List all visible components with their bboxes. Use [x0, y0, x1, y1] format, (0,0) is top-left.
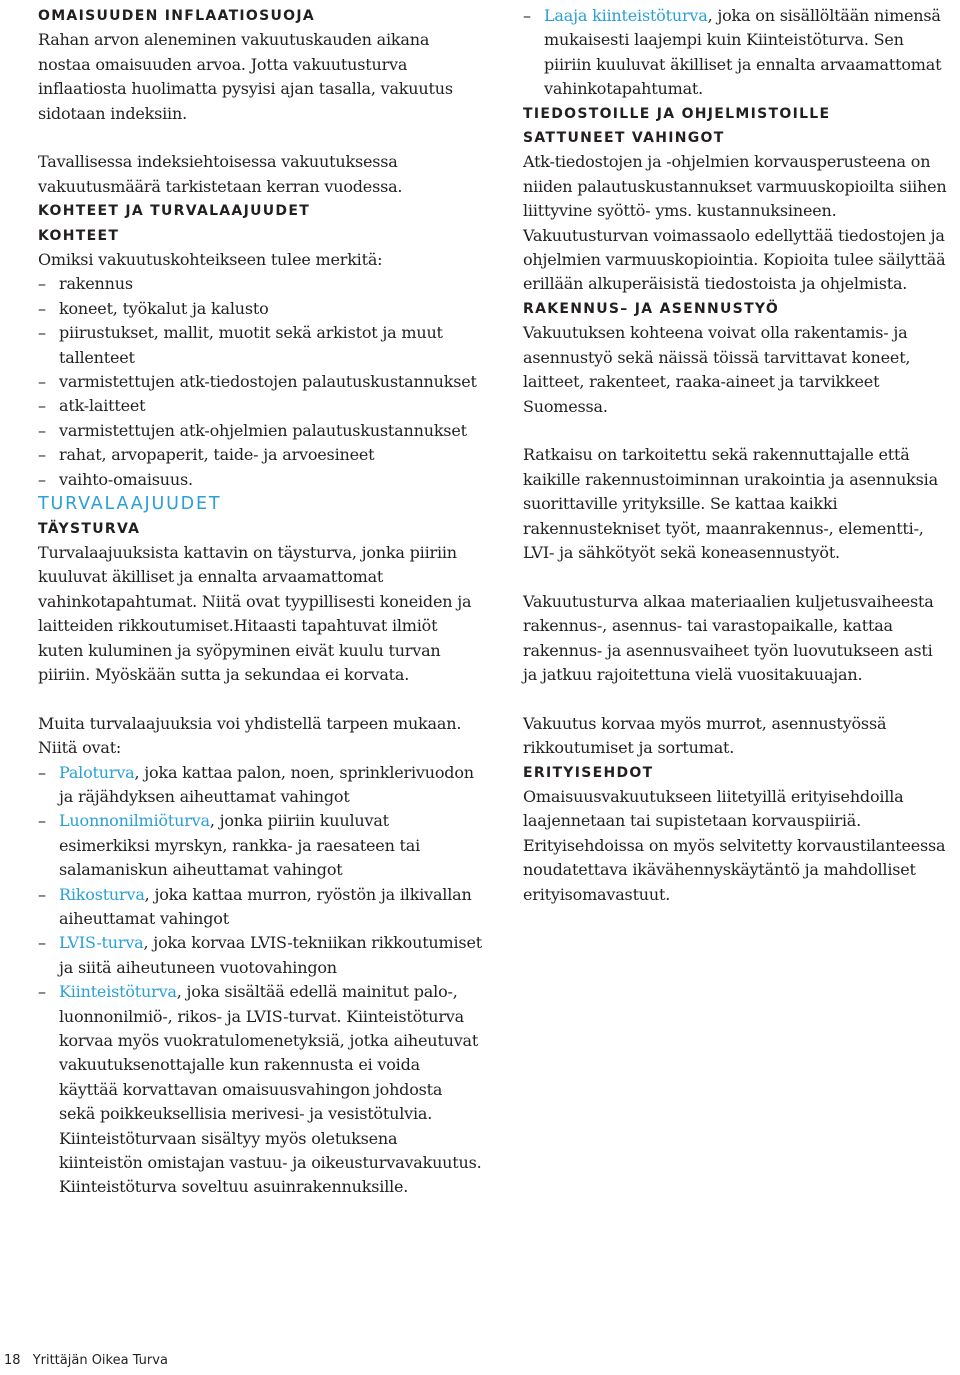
- list-item: [38, 931, 483, 980]
- kiinteistoturva-term: Kiinteistöturva: [59, 982, 177, 1002]
- rakennus-heading: RAKENNUS– JA ASENNUSTYÖ: [523, 300, 780, 317]
- rakennus-paragraph-3: Vakuutusturva alkaa materiaalien kuljetusvaiheesta rakennus-, asennus- tai varastopaikalle, kattaa rakennus- ja asennusvaiheet työn luovutukseen asti ja jatkuu rajoitettuna vielä vuositakuuajan.: [523, 591, 934, 684]
- kohteet-intro: Omiksi vakuutuskohteikseen tulee merkitä:: [38, 250, 383, 270]
- inflation-heading: OMAISUUDEN INFLAATIOSUOJA: [38, 8, 316, 24]
- tiedostot-heading-line-1: TIEDOSTOILLE JA OHJELMISTOILLE: [523, 105, 831, 122]
- rikosturva-term: Rikosturva: [59, 884, 145, 904]
- rikosturva-text: , joka kattaa murron, ryöstön ja ilkivallan aiheuttamat vahingot: [59, 884, 472, 928]
- list-item: [38, 980, 483, 1200]
- erityisehdot-heading: ERITYISEHDOT: [523, 764, 654, 781]
- tiedostot-paragraph: Atk-tiedostojen ja -ohjelmien korvausperusteena on niiden palautuskustannukset varmuuskopioilta siihen liittyvine syöttö- yms. kustannuksineen. Vakuutusturvan voimassaolo edellyttää tiedostojen ja ohjelmien varmuuskopiointia. Kopioita tulee säilyttää erillään alkuperäisistä tiedostoista ja ohjelmista.: [523, 152, 947, 294]
- page-footer: [4, 1351, 168, 1371]
- list-item: [38, 883, 483, 932]
- inflation-paragraph-2: Tavallisessa indeksiehtoisessa vakuutuksessa vakuutusmäärä tarkistetaan kerran vuodessa.: [38, 152, 403, 196]
- list-item: [523, 4, 948, 102]
- inflation-paragraph-1: Rahan arvon aleneminen vakuutuskauden aikana nostaa omaisuuden arvoa. Jotta vakuutusturva inflaatiosta huolimatta pysyisi ajan tasalla, vakuutus sidotaan indeksiin.: [38, 30, 453, 123]
- paloturva-text: , joka kattaa palon, noen, sprinklerivuodon ja räjähdyksen aiheuttamat vahingot: [59, 762, 474, 806]
- luonnonilmioturva-term: Luonnonilmiöturva: [59, 811, 210, 831]
- list-item: [38, 809, 483, 882]
- laaja-kiinteistoturva-list: [523, 4, 948, 102]
- rakennus-paragraph-2: Ratkaisu on tarkoitettu sekä rakennuttajalle että kaikille rakennustoiminnan urakointia ja asennuksia suorittaville yrityksille. Se kattaa kaikki rakennustekniset työt, maanrakennus-, elementti-, LVI- ja sähkötyöt sekä koneasennustyöt.: [523, 445, 938, 562]
- luonnonilmioturva-text: , jonka piiriin kuuluvat esimerkiksi myrskyn, rankka- ja raesateen tai salamaniskun aiheuttamat vahingot: [59, 811, 421, 880]
- left-column: [38, 4, 483, 1200]
- list-item: – rahat, arvopaperit, taide- ja arvoesineet: [38, 443, 483, 467]
- kohteet-list: [38, 272, 483, 492]
- laaja-kiinteistoturva-term: Laaja kiinteistöturva: [544, 6, 708, 25]
- rakennus-paragraph-4: Vakuutus korvaa myös murrot, asennustyössä rikkoutumiset ja sortumat.: [523, 713, 887, 758]
- publication-title: Yrittäjän Oikea Turva: [32, 1353, 168, 1368]
- tiedostot-heading-line-2: SATTUNEET VAHINGOT: [523, 130, 725, 147]
- kohteet-turvalaajuudet-heading: KOHTEET JA TURVALAAJUUDET: [38, 203, 311, 220]
- list-item: – varmistettujen atk-tiedostojen palautuskustannukset: [38, 370, 483, 394]
- list-item: – varmistettujen atk-ohjelmien palautuskustannukset: [38, 419, 483, 443]
- list-item: – atk-laitteet: [38, 394, 483, 418]
- muut-turvalaajuudet-paragraph: Muita turvalaajuuksia voi yhdistellä tarpeen mukaan. Niitä ovat:: [38, 713, 462, 758]
- taysturva-subheading: TÄYSTURVA: [38, 520, 141, 537]
- page-number: 18: [4, 1353, 21, 1368]
- list-item: – rakennus: [38, 272, 483, 296]
- taysturva-paragraph: Turvalaajuuksista kattavin on täysturva, jonka piiriin kuuluvat äkilliset ja ennalta arvaamattomat vahinkotapahtumat. Niitä ovat tyypillisesti koneiden ja laitteiden rikkoutumiset.Hitaasti tapahtuvat ilmiöt kuten kuluminen ja syöpyminen eivät kuulu turvan piiriin. Myöskään sutta ja sekundaa ei korvata.: [38, 542, 472, 684]
- kohteet-subheading: KOHTEET: [38, 227, 120, 244]
- kiinteistoturva-text: , joka sisältää edellä mainitut palo-, luonnonilmiö-, rikos- ja LVIS-turvat. Kiinteistöturva korvaa myös vuokratulomenetyksiä, jotka aiheutuvat vakuutuksenottajalle kun rakennusta ei voida käyttää korvattavan omaisuusvahingon johdosta sekä poikkeuksellisia merivesi- ja vesistötulvia. Kiinteistöturvaan sisältyy myös oletuksena kiinteistön omistajan vastuu- ja oikeusturvavakuutus. Kiinteistöturva soveltuu asuinrakennuksille.: [59, 982, 482, 1197]
- list-item: – vaihto-omaisuus.: [38, 468, 483, 492]
- list-item: – piirustukset, mallit, muotit sekä arkistot ja muut tallenteet: [38, 321, 483, 370]
- laaja-kiinteistoturva-text: , joka on sisällöltään nimensä mukaisesti laajempi kuin Kiinteistöturva. Sen piiriin kuuluvat äkilliset ja ennalta arvaamattomat vahinkotapahtumat.: [544, 6, 942, 99]
- lvis-turva-term: LVIS-turva: [59, 933, 144, 953]
- erityisehdot-paragraph: Omaisuusvakuutukseen liitetyillä erityisehdoilla laajennetaan tai supistetaan korvauspiiriä. Erityisehdoissa on myös selvitetty korvaustilanteessa noudatettava ikävähennyskäytäntö ja mahdolliset erityisomavastuut.: [523, 786, 946, 904]
- paloturva-term: Paloturva: [59, 762, 135, 782]
- list-item: [38, 761, 483, 810]
- turvalaajuudet-section-heading: TURVALAAJUUDET: [38, 494, 222, 515]
- list-item: – koneet, työkalut ja kalusto: [38, 297, 483, 321]
- rakennus-paragraph-1: Vakuutuksen kohteena voivat olla rakentamis- ja asennustyö sekä näissä töissä tarvittavat koneet, laitteet, rakenteet, raaka-aineet ja tarvikkeet Suomessa.: [523, 323, 911, 416]
- lvis-turva-text: , joka korvaa LVIS-tekniikan rikkoutumiset ja siitä aiheutuneen vuotovahingon: [59, 933, 482, 977]
- turvalaajuudet-list: [38, 761, 483, 1200]
- right-column: [523, 4, 948, 907]
